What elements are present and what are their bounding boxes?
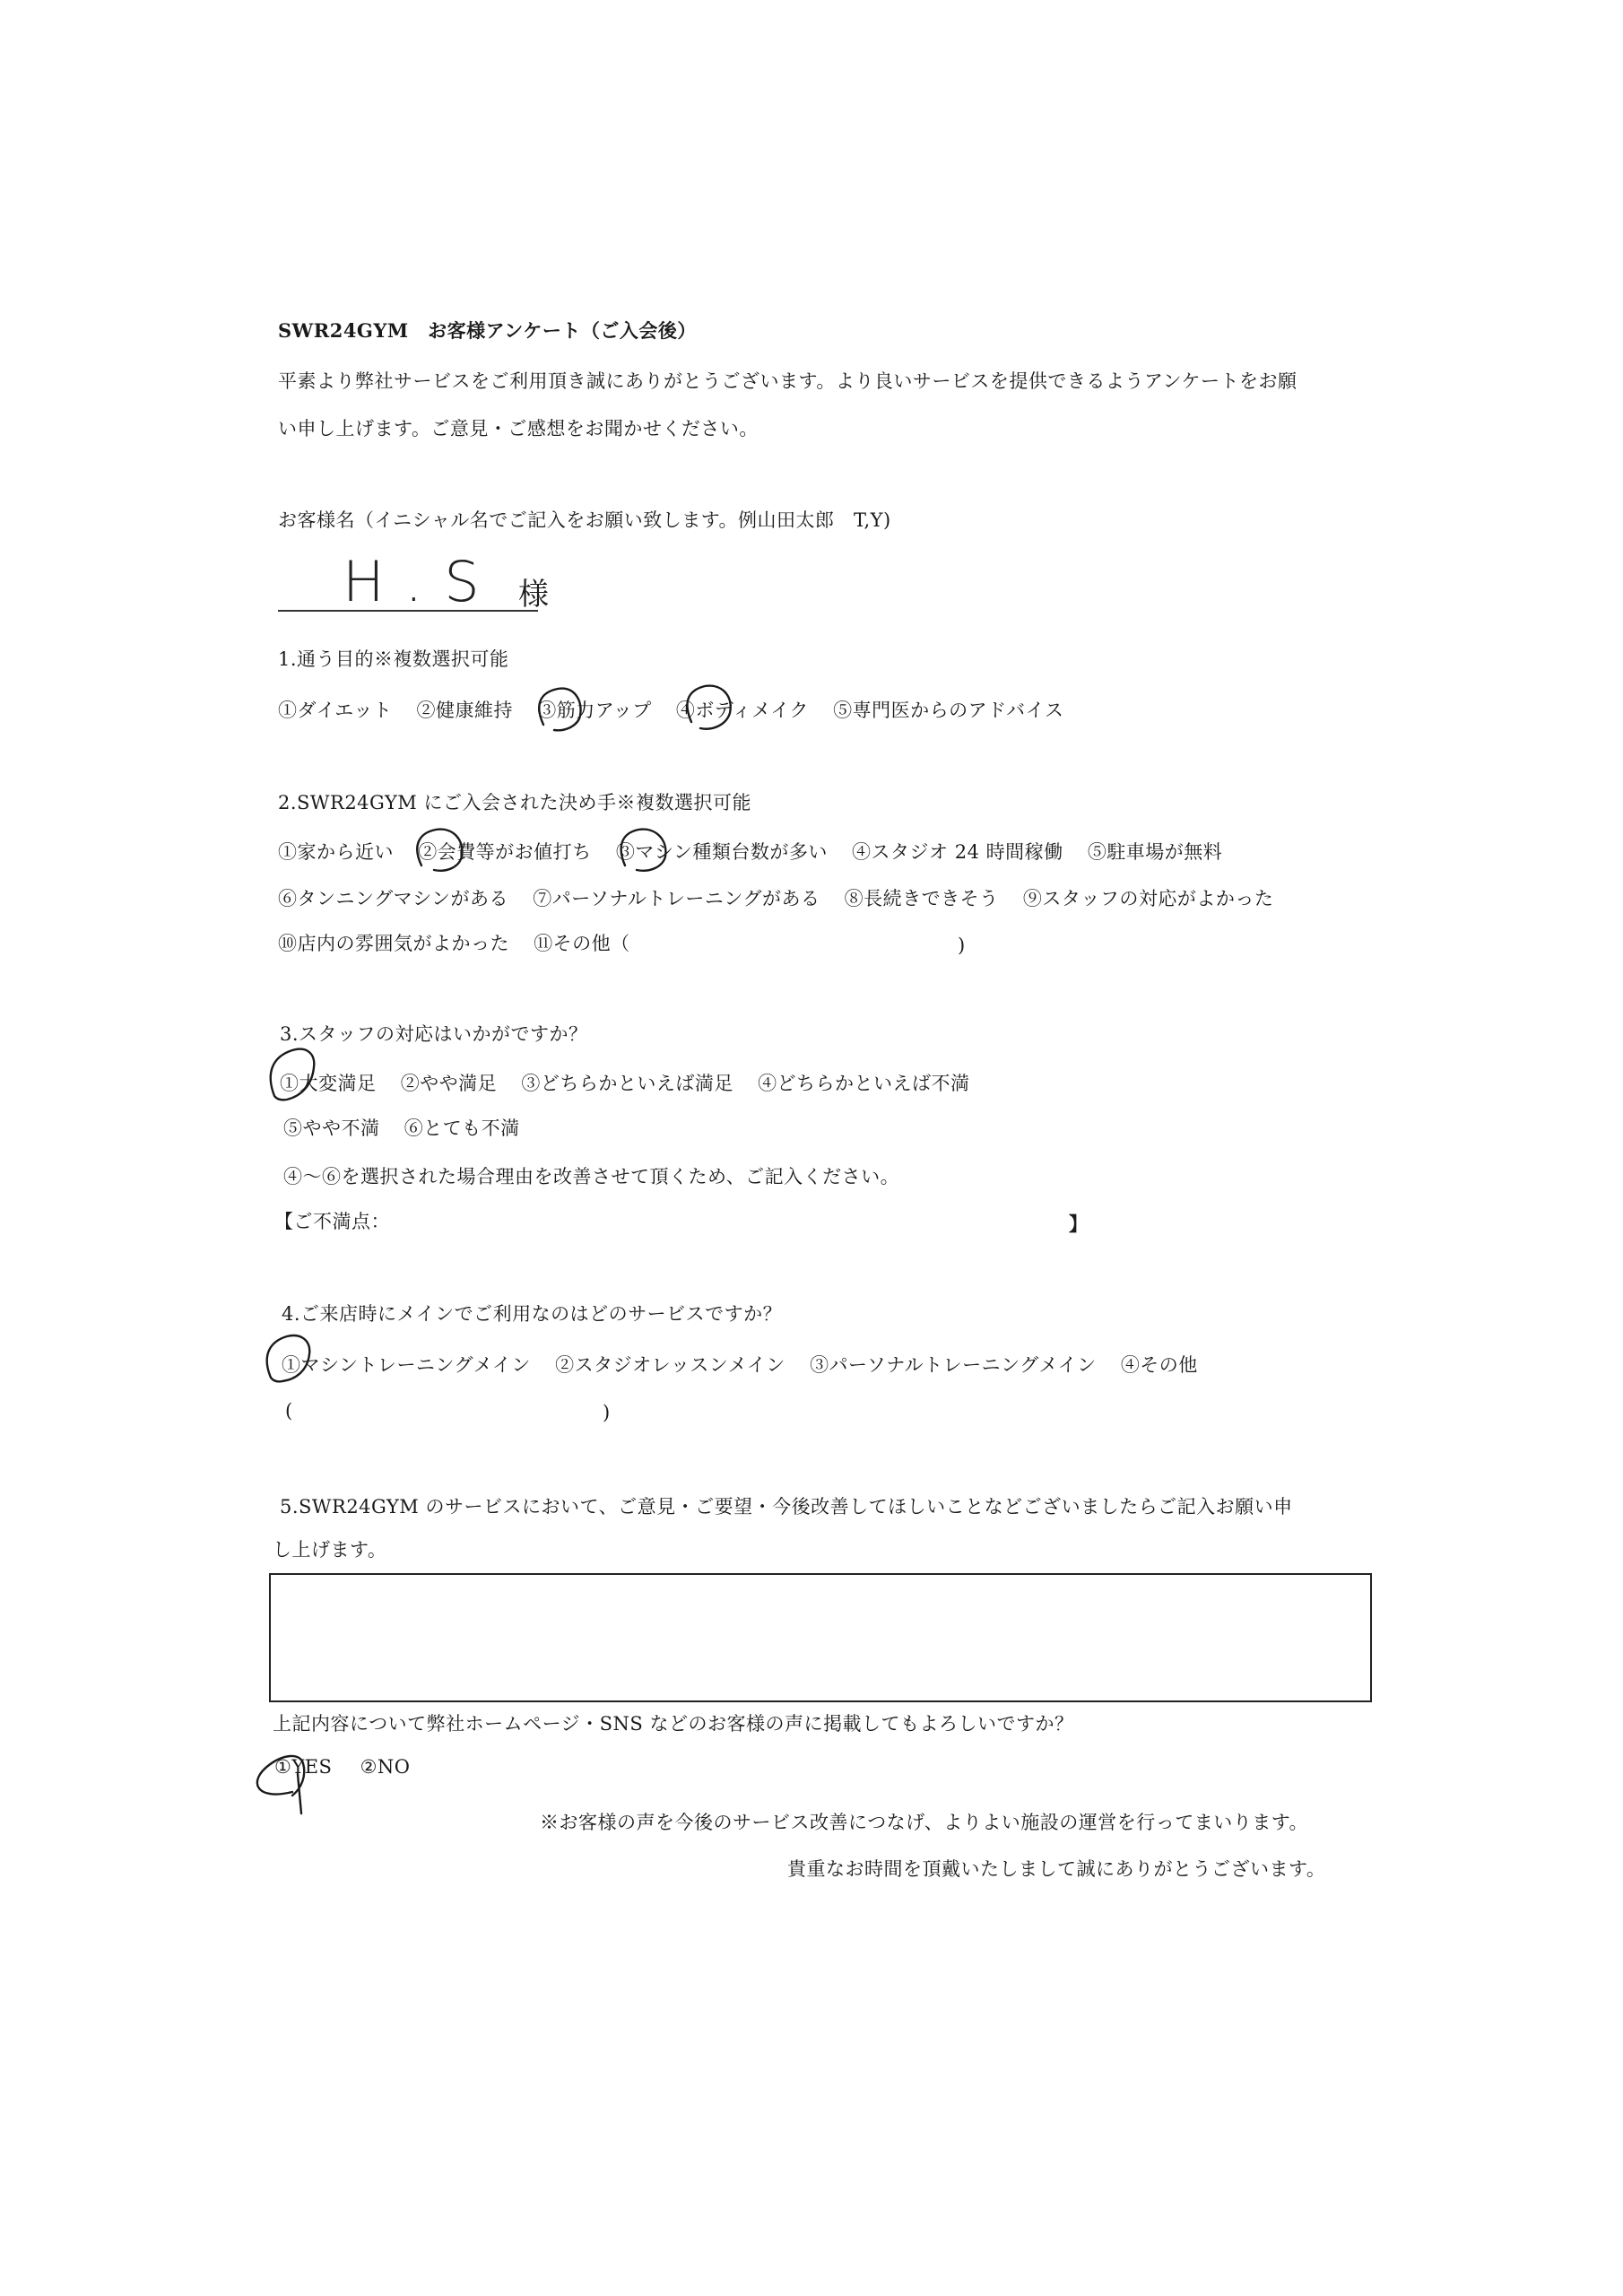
q2-option-11[interactable]: ⑪その他（ — [534, 933, 630, 954]
q2-option-7[interactable]: ⑦パーソナルトレーニングがある — [533, 888, 820, 909]
q1-option-2[interactable]: ②健康維持 — [416, 700, 514, 721]
q2-option-3[interactable]: ③マシン種類台数が多い — [615, 841, 828, 863]
q4-option-1[interactable]: ①マシントレーニングメイン — [282, 1354, 531, 1376]
q4-option-2[interactable]: ②スタジオレッスンメイン — [555, 1354, 785, 1376]
q3-option-3[interactable]: ③どちらかといえば満足 — [521, 1073, 733, 1094]
q5-title-line-1: 5.SWR24GYM のサービスにおいて、ご意見・ご要望・今後改善してほしいことなどございましたらご記入お願い申 — [280, 1496, 1293, 1518]
q5-answer-box[interactable] — [269, 1573, 1372, 1702]
q1-options — [278, 701, 1063, 720]
q2-options-row-1 — [278, 843, 1222, 862]
q3-options-row-2 — [283, 1119, 520, 1138]
q4-option-3[interactable]: ③パーソナルトレーニングメイン — [810, 1354, 1097, 1376]
q3-note: ④～⑥を選択された場合理由を改善させて頂くため、ご記入ください。 — [283, 1166, 900, 1187]
consent-question: 上記内容について弊社ホームページ・SNS などのお客様の声に掲載してもよろしいですか？ — [273, 1713, 1074, 1735]
q1-option-4[interactable]: ④ボディメイク — [675, 700, 809, 721]
q3-complaint-field[interactable] — [404, 1213, 1067, 1234]
q2-option-6[interactable]: ⑥タンニングマシンがある — [278, 888, 509, 909]
intro-text-line-1: 平素より弊社サービスをご利用頂き誠にありがとうございます。より良いサービスを提供できるようアンケートをお願 — [278, 370, 1298, 392]
q2-option-8[interactable]: ⑧長続きできそう — [844, 888, 999, 909]
q2-title: 2.SWR24GYM にご入会された決め手※複数選択可能 — [278, 792, 751, 813]
q1-option-5[interactable]: ⑤専門医からのアドバイス — [833, 700, 1064, 721]
honorific-sama: 様 — [518, 577, 550, 613]
q3-options-row-1 — [280, 1074, 970, 1093]
q3-option-2[interactable]: ②やや満足 — [400, 1073, 498, 1094]
q4-other-open-paren: ( — [285, 1400, 293, 1422]
q3-complaint-label: 【ご不満点： — [274, 1211, 390, 1232]
q3-option-6[interactable]: ⑥とても不満 — [404, 1118, 520, 1139]
q4-other-field[interactable] — [301, 1402, 597, 1423]
consent-option-no[interactable]: ②NO — [360, 1756, 411, 1778]
q3-option-1[interactable]: ①大変満足 — [280, 1073, 377, 1094]
consent-options — [274, 1758, 411, 1777]
survey-title: SWR24GYM お客様アンケート（ご入会後） — [278, 319, 697, 342]
q3-option-5[interactable]: ⑤やや不満 — [283, 1118, 380, 1139]
q3-title: 3.スタッフの対応はいかがですか？ — [280, 1023, 588, 1045]
q4-title: 4.ご来店時にメインでご利用なのはどのサービスですか？ — [282, 1303, 783, 1325]
q4-options — [282, 1356, 1198, 1375]
handwritten-initials[interactable]: H.S — [343, 549, 501, 614]
q2-option-5[interactable]: ⑤駐車場が無料 — [1087, 841, 1223, 863]
q2-option-10[interactable]: ⑩店内の雰囲気がよかった — [278, 933, 509, 954]
q1-option-3[interactable]: ③筋力アップ — [537, 700, 652, 721]
footer-line-2: 貴重なお時間を頂戴いたしまして誠にありがとうございます。 — [787, 1858, 1326, 1880]
q2-options-row-3 — [278, 935, 630, 953]
footer-line-1: ※お客様の声を今後のサービス改善につなげ、よりよい施設の運営を行ってまいります。 — [540, 1812, 1309, 1833]
q2-option-4[interactable]: ④スタジオ 24 時間稼働 — [852, 841, 1063, 863]
q2-option-9[interactable]: ⑨スタッフの対応がよかった — [1022, 888, 1274, 909]
customer-name-label: お客様名（イニシャル名でご記入をお願い致します。例山田太郎 T,Y) — [278, 509, 891, 531]
consent-option-yes[interactable]: ①YES — [274, 1756, 333, 1778]
q2-option-1[interactable]: ①家から近い — [278, 841, 394, 863]
q3-complaint-close: 】 — [1069, 1213, 1089, 1235]
q1-option-1[interactable]: ①ダイエット — [278, 700, 393, 721]
intro-text-line-2: い申し上げます。ご意見・ご感想をお聞かせください。 — [278, 418, 759, 439]
q2-option-2[interactable]: ②会費等がお値打ち — [418, 841, 592, 863]
q4-other-close-paren: ) — [603, 1402, 611, 1423]
name-underline — [278, 610, 538, 612]
q5-title-line-2: し上げます。 — [273, 1539, 387, 1561]
q2-options-row-2 — [278, 890, 1273, 909]
q4-option-4[interactable]: ④その他 — [1120, 1354, 1198, 1376]
q2-other-close-paren: ) — [958, 935, 966, 956]
q1-title: 1.通う目的※複数選択可能 — [278, 648, 509, 670]
q3-option-4[interactable]: ④どちらかといえば不満 — [758, 1073, 970, 1094]
